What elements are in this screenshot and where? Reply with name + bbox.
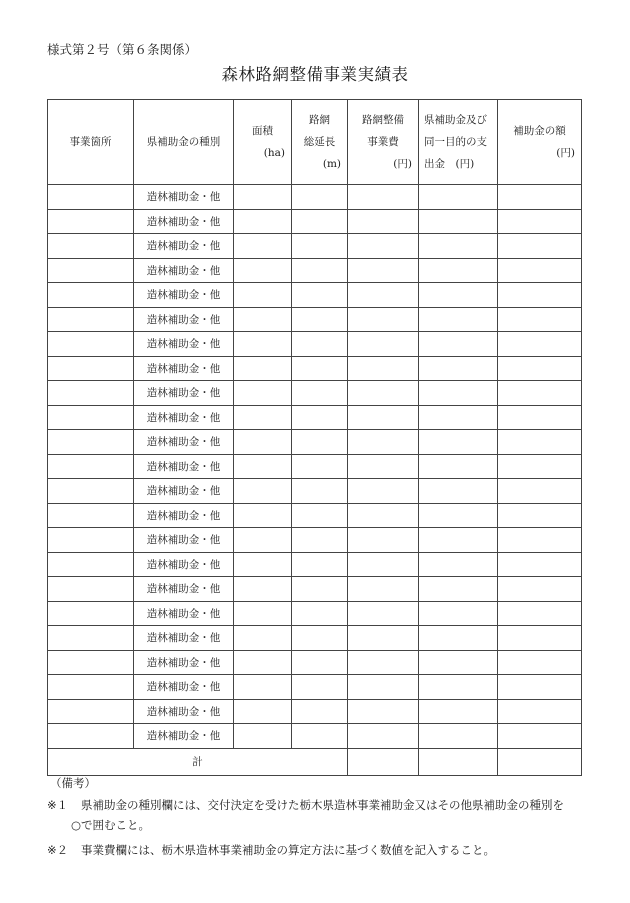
cell-other-subsidy[interactable]: [419, 209, 498, 234]
header-subsidy-type-label: 県補助金の種別: [146, 136, 221, 148]
cell-amount[interactable]: [498, 528, 582, 553]
cell-location[interactable]: [48, 552, 134, 577]
cell-area[interactable]: [234, 430, 292, 455]
cell-location[interactable]: [48, 528, 134, 553]
cell-other-subsidy[interactable]: [419, 405, 498, 430]
cell-cost[interactable]: [348, 405, 419, 430]
cell-other-subsidy[interactable]: [419, 577, 498, 602]
cell-other-subsidy[interactable]: [419, 650, 498, 675]
cell-location[interactable]: [48, 209, 134, 234]
header-other-line3: 出金 (円): [424, 158, 475, 170]
cell-subsidy-type: 造林補助金・他: [134, 307, 234, 332]
cell-subsidy-type: 造林補助金・他: [134, 675, 234, 700]
cell-road-length[interactable]: [292, 430, 348, 455]
cell-subsidy-type: 造林補助金・他: [134, 430, 234, 455]
cell-amount[interactable]: [498, 332, 582, 357]
cell-area[interactable]: [234, 528, 292, 553]
cell-other-subsidy[interactable]: [419, 479, 498, 504]
header-area: [234, 100, 292, 185]
table-row: [48, 577, 582, 602]
cell-cost[interactable]: [348, 234, 419, 259]
cell-other-subsidy[interactable]: [419, 552, 498, 577]
table-row: [48, 356, 582, 381]
cell-area[interactable]: [234, 601, 292, 626]
cell-cost[interactable]: [348, 724, 419, 749]
cell-amount[interactable]: [498, 650, 582, 675]
cell-other-subsidy[interactable]: [419, 185, 498, 210]
header-location: [48, 100, 134, 185]
cell-location[interactable]: [48, 503, 134, 528]
cell-area[interactable]: [234, 283, 292, 308]
cell-subsidy-type: 造林補助金・他: [134, 405, 234, 430]
cell-other-subsidy[interactable]: [419, 675, 498, 700]
cell-road-length[interactable]: [292, 234, 348, 259]
total-label: 計: [48, 748, 348, 775]
cell-location[interactable]: [48, 601, 134, 626]
total-other-subsidy[interactable]: [419, 748, 498, 775]
cell-area[interactable]: [234, 332, 292, 357]
cell-road-length[interactable]: [292, 577, 348, 602]
form-number: 様式第２号（第６条関係）: [47, 42, 198, 57]
cell-road-length[interactable]: [292, 724, 348, 749]
cell-amount[interactable]: [498, 283, 582, 308]
cell-cost[interactable]: [348, 528, 419, 553]
cell-amount[interactable]: [498, 601, 582, 626]
cell-subsidy-type: 造林補助金・他: [134, 185, 234, 210]
cell-subsidy-type: 造林補助金・他: [134, 234, 234, 259]
note-1: [47, 795, 564, 835]
cell-area[interactable]: [234, 503, 292, 528]
total-amount[interactable]: [498, 748, 582, 775]
cell-road-length[interactable]: [292, 307, 348, 332]
results-table: [47, 99, 582, 776]
cell-area[interactable]: [234, 577, 292, 602]
table-row: [48, 209, 582, 234]
cell-amount[interactable]: [498, 503, 582, 528]
cell-other-subsidy[interactable]: [419, 699, 498, 724]
cell-area[interactable]: [234, 626, 292, 651]
cell-road-length[interactable]: [292, 675, 348, 700]
note-2-mark: ※２: [47, 843, 69, 857]
cell-amount[interactable]: [498, 552, 582, 577]
cell-road-length[interactable]: [292, 699, 348, 724]
cell-road-length[interactable]: [292, 283, 348, 308]
table-row: [48, 283, 582, 308]
page-title: 森林路網整備事業実績表: [221, 65, 409, 84]
cell-location[interactable]: [48, 577, 134, 602]
table-row: [48, 650, 582, 675]
cell-amount[interactable]: [498, 405, 582, 430]
cell-amount[interactable]: [498, 185, 582, 210]
header-amount-unit: (円): [556, 147, 575, 159]
cell-cost[interactable]: [348, 650, 419, 675]
cell-other-subsidy[interactable]: [419, 430, 498, 455]
cell-other-subsidy[interactable]: [419, 601, 498, 626]
remarks-heading: （備考）: [50, 776, 96, 790]
header-area-label: 面積: [252, 125, 273, 137]
table-row: [48, 528, 582, 553]
cell-area[interactable]: [234, 699, 292, 724]
cell-amount[interactable]: [498, 307, 582, 332]
cell-subsidy-type: 造林補助金・他: [134, 503, 234, 528]
cell-area[interactable]: [234, 258, 292, 283]
cell-subsidy-type: 造林補助金・他: [134, 626, 234, 651]
cell-amount[interactable]: [498, 454, 582, 479]
cell-road-length[interactable]: [292, 454, 348, 479]
cell-area[interactable]: [234, 307, 292, 332]
cell-cost[interactable]: [348, 454, 419, 479]
cell-area[interactable]: [234, 479, 292, 504]
cell-cost[interactable]: [348, 552, 419, 577]
cell-cost[interactable]: [348, 307, 419, 332]
cell-area[interactable]: [234, 454, 292, 479]
cell-subsidy-type: 造林補助金・他: [134, 552, 234, 577]
header-road-unit: (m): [322, 158, 341, 170]
cell-road-length[interactable]: [292, 650, 348, 675]
cell-other-subsidy[interactable]: [419, 332, 498, 357]
table-row: [48, 626, 582, 651]
cell-amount[interactable]: [498, 430, 582, 455]
cell-cost[interactable]: [348, 209, 419, 234]
cell-area[interactable]: [234, 209, 292, 234]
cell-subsidy-type: 造林補助金・他: [134, 283, 234, 308]
cell-subsidy-type: 造林補助金・他: [134, 650, 234, 675]
header-cost: [348, 100, 419, 185]
cell-other-subsidy[interactable]: [419, 258, 498, 283]
table-row: [48, 381, 582, 406]
note-1-line1: 県補助金の種別欄には、交付決定を受けた栃木県造林事業補助金又はその他県補助金の種別を: [81, 798, 564, 812]
cell-amount[interactable]: [498, 258, 582, 283]
cell-cost[interactable]: [348, 381, 419, 406]
note-1-mark: ※１: [47, 798, 69, 812]
cell-cost[interactable]: [348, 577, 419, 602]
header-cost-line1: 路網整備: [362, 114, 404, 126]
table-row: [48, 675, 582, 700]
cell-subsidy-type: 造林補助金・他: [134, 209, 234, 234]
header-row: [48, 100, 582, 185]
header-area-unit: (ha): [263, 147, 285, 159]
header-subsidy-type: [134, 100, 234, 185]
cell-location[interactable]: [48, 454, 134, 479]
table-row: [48, 185, 582, 210]
cell-cost[interactable]: [348, 699, 419, 724]
table-row: [48, 258, 582, 283]
cell-location[interactable]: [48, 650, 134, 675]
cell-road-length[interactable]: [292, 626, 348, 651]
cell-subsidy-type: 造林補助金・他: [134, 258, 234, 283]
table-row: [48, 430, 582, 455]
cell-area[interactable]: [234, 381, 292, 406]
cell-other-subsidy[interactable]: [419, 454, 498, 479]
cell-amount[interactable]: [498, 675, 582, 700]
cell-subsidy-type: 造林補助金・他: [134, 332, 234, 357]
header-location-label: 事業箇所: [69, 136, 112, 148]
cell-cost[interactable]: [348, 601, 419, 626]
cell-cost[interactable]: [348, 479, 419, 504]
cell-subsidy-type: 造林補助金・他: [134, 454, 234, 479]
cell-cost[interactable]: [348, 283, 419, 308]
cell-location[interactable]: [48, 234, 134, 259]
cell-area[interactable]: [234, 185, 292, 210]
cell-road-length[interactable]: [292, 185, 348, 210]
cell-other-subsidy[interactable]: [419, 724, 498, 749]
cell-amount[interactable]: [498, 234, 582, 259]
table-row: [48, 552, 582, 577]
cell-amount[interactable]: [498, 577, 582, 602]
table-row: [48, 332, 582, 357]
cell-road-length[interactable]: [292, 552, 348, 577]
cell-location[interactable]: [48, 356, 134, 381]
cell-location[interactable]: [48, 283, 134, 308]
cell-cost[interactable]: [348, 626, 419, 651]
table-row: [48, 601, 582, 626]
cell-road-length[interactable]: [292, 381, 348, 406]
table-body: [48, 185, 582, 776]
table-row: [48, 699, 582, 724]
header-road-length: [292, 100, 348, 185]
cell-road-length[interactable]: [292, 332, 348, 357]
cell-road-length[interactable]: [292, 601, 348, 626]
cell-location[interactable]: [48, 675, 134, 700]
header-cost-line2: 事業費: [367, 136, 399, 148]
header-road-line2: 総延長: [303, 136, 336, 148]
cell-area[interactable]: [234, 356, 292, 381]
table-row: [48, 454, 582, 479]
cell-subsidy-type: 造林補助金・他: [134, 356, 234, 381]
cell-road-length[interactable]: [292, 258, 348, 283]
cell-amount[interactable]: [498, 381, 582, 406]
cell-cost[interactable]: [348, 185, 419, 210]
cell-subsidy-type: 造林補助金・他: [134, 577, 234, 602]
cell-area[interactable]: [234, 552, 292, 577]
header-other-subsidy: [419, 100, 498, 185]
cell-subsidy-type: 造林補助金・他: [134, 479, 234, 504]
cell-other-subsidy[interactable]: [419, 234, 498, 259]
cell-cost[interactable]: [348, 332, 419, 357]
table-row: [48, 503, 582, 528]
cell-amount[interactable]: [498, 356, 582, 381]
header-road-line1: 路網: [309, 114, 330, 126]
cell-location[interactable]: [48, 724, 134, 749]
note-2-text: 事業費欄には、栃木県造林事業補助金の算定方法に基づく数値を記入すること。: [81, 843, 495, 857]
cell-road-length[interactable]: [292, 528, 348, 553]
cell-cost[interactable]: [348, 258, 419, 283]
cell-area[interactable]: [234, 405, 292, 430]
header-amount-label: 補助金の額: [513, 125, 566, 137]
cell-amount[interactable]: [498, 626, 582, 651]
cell-subsidy-type: 造林補助金・他: [134, 381, 234, 406]
note-1-line2: ○で囲むこと。: [71, 818, 151, 832]
table-row: [48, 724, 582, 749]
cell-area[interactable]: [234, 724, 292, 749]
cell-road-length[interactable]: [292, 356, 348, 381]
cell-cost[interactable]: [348, 503, 419, 528]
cell-cost[interactable]: [348, 430, 419, 455]
cell-location[interactable]: [48, 307, 134, 332]
cell-cost[interactable]: [348, 356, 419, 381]
total-row: [48, 748, 582, 775]
note-2: [47, 840, 495, 860]
header-other-line2: 同一目的の支: [424, 136, 487, 148]
cell-cost[interactable]: [348, 675, 419, 700]
table-row: [48, 479, 582, 504]
cell-subsidy-type: 造林補助金・他: [134, 699, 234, 724]
header-cost-unit: (円): [393, 158, 412, 170]
cell-area[interactable]: [234, 675, 292, 700]
cell-other-subsidy[interactable]: [419, 381, 498, 406]
cell-other-subsidy[interactable]: [419, 356, 498, 381]
cell-amount[interactable]: [498, 699, 582, 724]
cell-location[interactable]: [48, 626, 134, 651]
cell-location[interactable]: [48, 258, 134, 283]
header-other-line1: 県補助金及び: [424, 114, 487, 126]
cell-area[interactable]: [234, 650, 292, 675]
cell-amount[interactable]: [498, 209, 582, 234]
cell-subsidy-type: 造林補助金・他: [134, 528, 234, 553]
cell-location[interactable]: [48, 332, 134, 357]
total-cost[interactable]: [348, 748, 419, 775]
cell-subsidy-type: 造林補助金・他: [134, 724, 234, 749]
cell-amount[interactable]: [498, 479, 582, 504]
cell-other-subsidy[interactable]: [419, 626, 498, 651]
cell-other-subsidy[interactable]: [419, 528, 498, 553]
table-row: [48, 307, 582, 332]
header-amount: [498, 100, 582, 185]
cell-road-length[interactable]: [292, 503, 348, 528]
cell-location[interactable]: [48, 479, 134, 504]
cell-road-length[interactable]: [292, 209, 348, 234]
cell-area[interactable]: [234, 234, 292, 259]
cell-location[interactable]: [48, 430, 134, 455]
cell-location[interactable]: [48, 185, 134, 210]
cell-location[interactable]: [48, 405, 134, 430]
cell-road-length[interactable]: [292, 479, 348, 504]
cell-location[interactable]: [48, 381, 134, 406]
cell-amount[interactable]: [498, 724, 582, 749]
table-row: [48, 234, 582, 259]
cell-other-subsidy[interactable]: [419, 503, 498, 528]
cell-subsidy-type: 造林補助金・他: [134, 601, 234, 626]
cell-other-subsidy[interactable]: [419, 283, 498, 308]
cell-location[interactable]: [48, 699, 134, 724]
cell-road-length[interactable]: [292, 405, 348, 430]
table-row: [48, 405, 582, 430]
cell-other-subsidy[interactable]: [419, 307, 498, 332]
